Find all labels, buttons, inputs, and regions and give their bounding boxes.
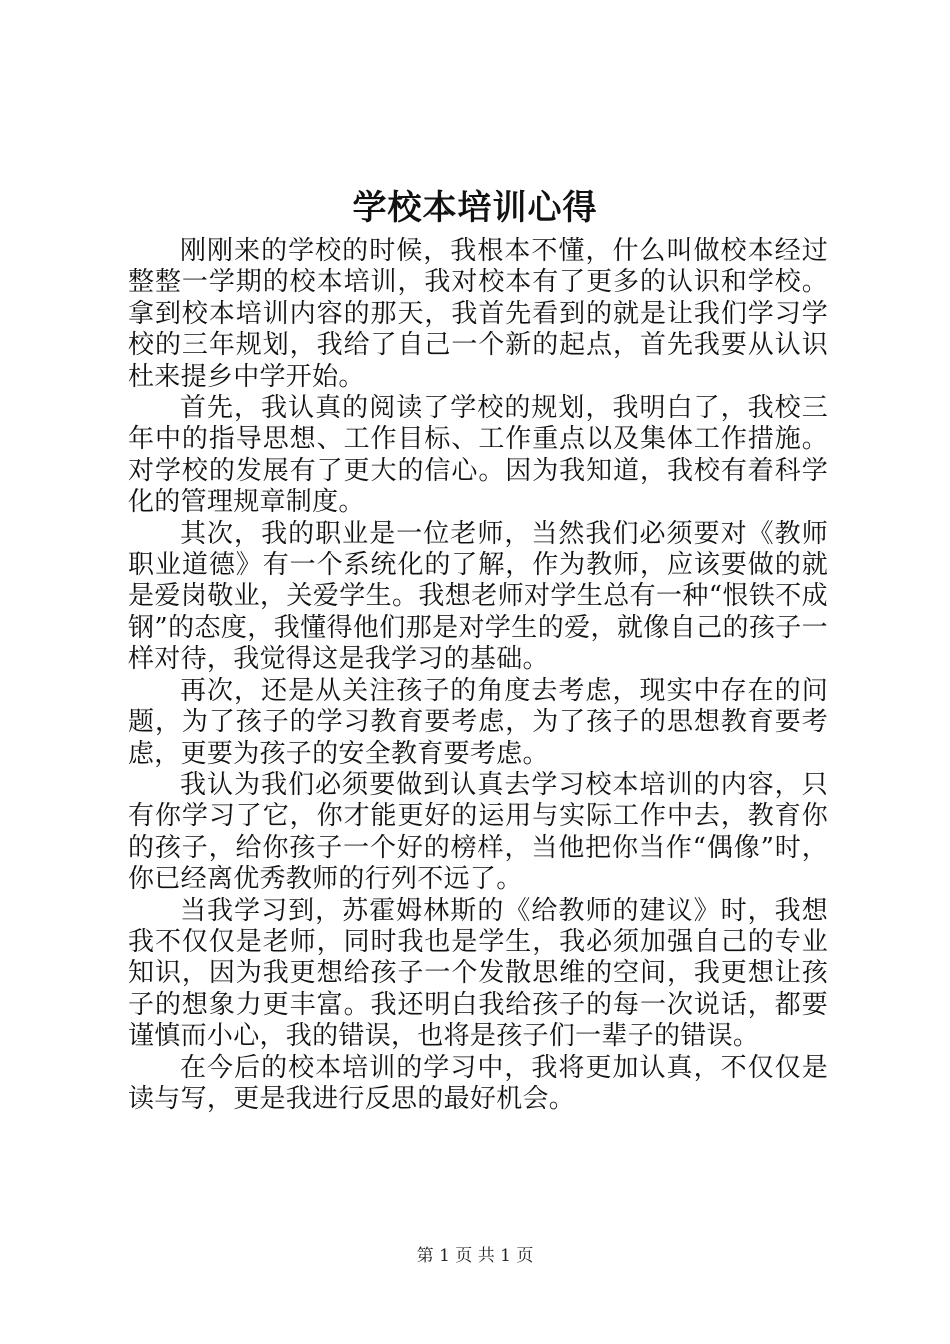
document-body (128, 236, 828, 1115)
document-title: 学校本培训心得 (352, 188, 598, 228)
paragraph: 首先，我认真的阅读了学校的规划，我明白了，我校三年中的指导思想、工作目标、工作重点以及集体工作措施。对学校的发展有了更大的信心。因为我知道，我校有着科学化的管理规章制度。 (128, 393, 828, 518)
paragraph: 刚刚来的学校的时候，我根本不懂，什么叫做校本经过整整一学期的校本培训，我对校本有了更多的认识和学校。拿到校本培训内容的那天，我首先看到的就是让我们学习学校的三年规划，我给了自己一个新的起点，首先我要从认识杜来提乡中学开始。 (128, 236, 828, 392)
paragraph: 再次，还是从关注孩子的角度去考虑，现实中存在的问题，为了孩子的学习教育要考虑，为了孩子的思想教育要考虑，更要为孩子的安全教育要考虑。 (128, 675, 828, 769)
page-footer: 第 1 页 共 1 页 (416, 1246, 534, 1266)
paragraph: 在今后的校本培训的学习中，我将更加认真，不仅仅是读与写，更是我进行反思的最好机会。 (128, 1052, 828, 1114)
paragraph: 我认为我们必须要做到认真去学习校本培训的内容，只有你学习了它，你才能更好的运用与实际工作中去，教育你的孩子，给你孩子一个好的榜样，当他把你当作“偶像”时，你已经离优秀教师的行列不远了。 (128, 769, 828, 895)
paragraph: 当我学习到，苏霍姆林斯的《给教师的建议》时，我想我不仅仅是老师，同时我也是学生，我必须加强自己的专业知识，因为我更想给孩子一个发散思维的空间，我更想让孩子的想象力更丰富。我还明白我给孩子的每一次说话，都要谨慎而小心，我的错误，也将是孩子们一辈子的错误。 (128, 895, 828, 1052)
paragraph: 其次，我的职业是一位老师，当然我们必须要对《教师职业道德》有一个系统化的了解，作为教师，应该要做的就是爱岗敬业，关爱学生。我想老师对学生总有一种“恨铁不成钢”的态度，我懂得他们那是对学生的爱，就像自己的孩子一样对待，我觉得这是我学习的基础。 (128, 518, 828, 675)
